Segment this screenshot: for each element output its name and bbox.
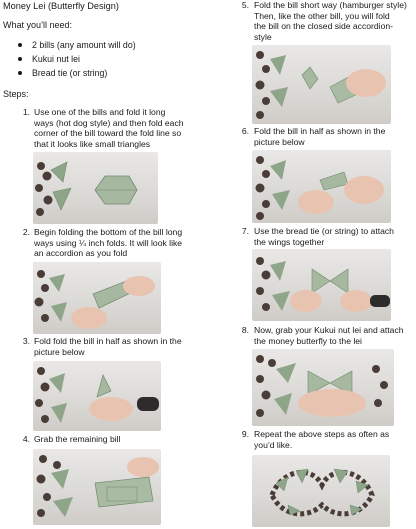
step-7-photo: [252, 249, 391, 321]
step-9-photo: [252, 455, 390, 527]
step-1-photo: [33, 152, 158, 224]
list-item: Bread tie (or string): [16, 66, 136, 80]
step-4-photo: [33, 449, 161, 525]
step-6-photo: [252, 150, 391, 223]
step-8-number: 8.: [241, 325, 249, 335]
step-8-photo: [252, 349, 394, 426]
step-1-text: Use one of the bills and fold it long ways (hot dog style) and then fold each corner of the bill toward the fold line so that it looks like small triangles: [34, 107, 184, 149]
step-6-text: Fold the bill in half as shown in the picture below: [254, 126, 386, 147]
step-2-number: 2.: [22, 227, 30, 237]
step-4-number: 4.: [22, 434, 30, 444]
steps-heading: Steps:: [3, 89, 29, 99]
page-title: Money Lei (Butterfly Design): [3, 1, 119, 11]
materials-list: [16, 38, 136, 80]
step-7-text: Use the bread tie (or string) to attach the wings together: [254, 226, 394, 247]
step-2-photo: [33, 262, 161, 334]
step-5-text: Fold the bill short way (hamburger style) Then, like the other bill, you will fold the bill on the closed side accordion- style: [254, 0, 407, 42]
step-9-number: 9.: [241, 429, 249, 439]
list-item: 2 bills (any amount will do): [16, 38, 136, 52]
step-5-photo: [252, 45, 391, 124]
step-5-number: 5.: [241, 0, 249, 10]
step-4-text: Grab the remaining bill: [34, 434, 121, 444]
list-item: Kukui nut lei: [16, 52, 136, 66]
step-3-photo: [33, 361, 161, 431]
step-7-number: 7.: [241, 226, 249, 236]
step-2-text: Begin folding the bottom of the bill long ways using ¼ inch folds. It will look like an accordion as you fold: [34, 227, 183, 259]
step-6-number: 6.: [241, 126, 249, 136]
step-8-text: Now, grab your Kukui nut lei and attach the money butterfly to the lei: [254, 325, 404, 346]
step-3-text: Fold fold the bill in half as shown in the picture below: [34, 336, 182, 357]
materials-heading: What you’ll need:: [3, 20, 73, 30]
step-9-text: Repeat the above steps as often as you’d like.: [254, 429, 390, 450]
step-3-number: 3.: [22, 336, 30, 346]
step-1-number: 1.: [22, 107, 30, 117]
